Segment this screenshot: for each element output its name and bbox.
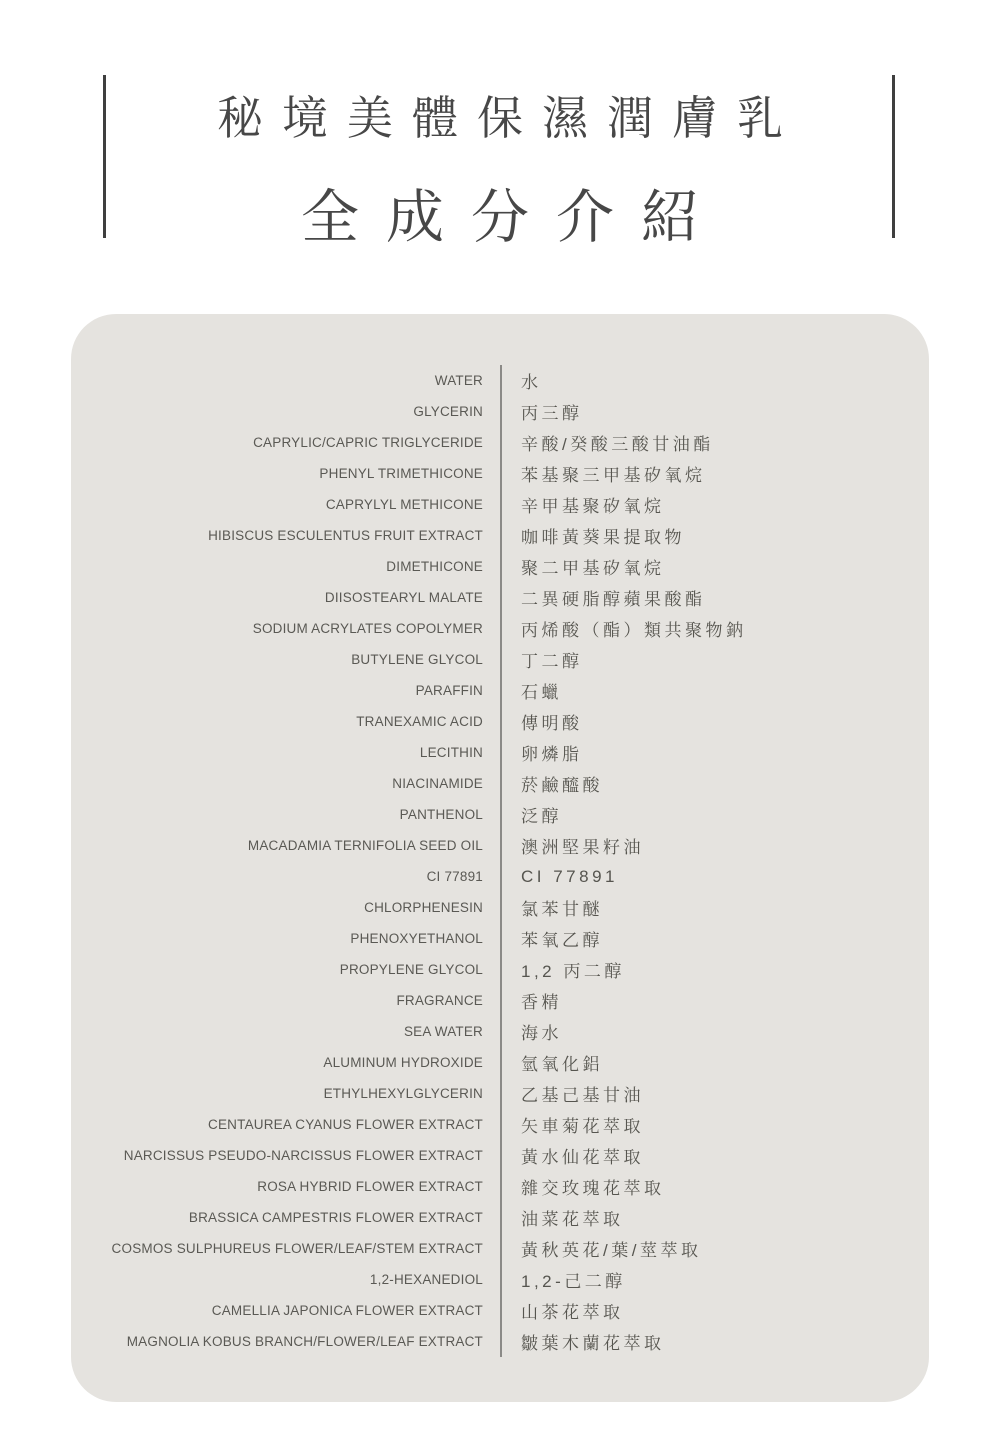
ingredient-name-en: MACADAMIA TERNIFOLIA SEED OIL <box>247 838 483 853</box>
ingredient-name-en: CAPRYLIC/CAPRIC TRIGLYCERIDE <box>253 435 483 450</box>
ingredient-name-en: CAPRYLYL METHICONE <box>325 497 483 512</box>
ingredient-row <box>71 613 929 644</box>
ingredient-row <box>71 1140 929 1171</box>
ingredient-row <box>71 768 929 799</box>
ingredient-row <box>71 582 929 613</box>
ingredient-row <box>71 1016 929 1047</box>
ingredient-name-en: FRAGRANCE <box>396 993 483 1008</box>
ingredient-list <box>71 365 929 1357</box>
ingredient-name-zh: 香精 <box>500 985 929 1016</box>
ingredient-row <box>71 1171 929 1202</box>
ingredient-name-en: LECITHIN <box>419 745 483 760</box>
ingredient-row <box>71 1109 929 1140</box>
ingredient-row <box>71 985 929 1016</box>
ingredient-row <box>71 706 929 737</box>
ingredient-row <box>71 644 929 675</box>
ingredient-name-zh: 皺葉木蘭花萃取 <box>500 1326 929 1357</box>
ingredient-name-en: MAGNOLIA KOBUS BRANCH/FLOWER/LEAF EXTRACT <box>126 1334 483 1349</box>
ingredient-row <box>71 489 929 520</box>
ingredient-name-en: NIACINAMIDE <box>392 776 483 791</box>
ingredient-row <box>71 954 929 985</box>
ingredient-name-zh: 澳洲堅果籽油 <box>500 830 929 861</box>
ingredient-name-en: CENTAUREA CYANUS FLOWER EXTRACT <box>208 1117 483 1132</box>
ingredient-name-en: CAMELLIA JAPONICA FLOWER EXTRACT <box>211 1303 483 1318</box>
ingredient-row <box>71 365 929 396</box>
ingredient-row <box>71 1202 929 1233</box>
ingredient-row <box>71 520 929 551</box>
ingredient-name-zh: 卵燐脂 <box>500 737 929 768</box>
ingredient-row <box>71 830 929 861</box>
ingredient-name-zh: 氯苯甘醚 <box>500 892 929 923</box>
ingredient-name-zh: CI 77891 <box>500 861 929 892</box>
ingredient-panel <box>71 314 929 1402</box>
ingredient-row <box>71 1078 929 1109</box>
ingredient-name-en: SODIUM ACRYLATES COPOLYMER <box>252 621 483 636</box>
ingredient-name-zh: 海水 <box>500 1016 929 1047</box>
ingredient-row <box>71 1047 929 1078</box>
ingredient-row <box>71 1264 929 1295</box>
ingredient-row <box>71 396 929 427</box>
ingredient-name-zh: 矢車菊花萃取 <box>500 1109 929 1140</box>
ingredient-name-en: DIMETHICONE <box>386 559 483 574</box>
ingredient-name-zh: 黃水仙花萃取 <box>500 1140 929 1171</box>
ingredient-name-zh: 乙基己基甘油 <box>500 1078 929 1109</box>
ingredient-name-en: DIISOSTEARYL MALATE <box>324 590 483 605</box>
ingredient-name-zh: 丙三醇 <box>500 396 929 427</box>
ingredient-name-en: CI 77891 <box>426 869 483 884</box>
ingredient-name-en: BUTYLENE GLYCOL <box>351 652 483 667</box>
ingredient-row <box>71 1326 929 1357</box>
ingredient-row <box>71 458 929 489</box>
ingredient-name-zh: 傳明酸 <box>500 706 929 737</box>
ingredient-name-zh: 氫氧化鋁 <box>500 1047 929 1078</box>
ingredient-name-en: TRANEXAMIC ACID <box>356 714 483 729</box>
ingredient-name-zh: 辛酸/癸酸三酸甘油酯 <box>500 427 929 458</box>
ingredient-name-en: COSMOS SULPHUREUS FLOWER/LEAF/STEM EXTRACT <box>111 1241 483 1256</box>
ingredient-name-en: 1,2-HEXANEDIOL <box>369 1272 483 1287</box>
ingredient-name-en: NARCISSUS PSEUDO-NARCISSUS FLOWER EXTRACT <box>123 1148 483 1163</box>
ingredient-row <box>71 861 929 892</box>
ingredient-row <box>71 427 929 458</box>
ingredient-name-zh: 丁二醇 <box>500 644 929 675</box>
ingredient-name-zh: 二異硬脂醇蘋果酸酯 <box>500 582 929 613</box>
header <box>0 0 1000 280</box>
ingredient-name-zh: 辛甲基聚矽氧烷 <box>500 489 929 520</box>
ingredient-name-en: ALUMINUM HYDROXIDE <box>323 1055 483 1070</box>
page-title: 全成分介紹 <box>300 185 726 250</box>
ingredient-name-en: SEA WATER <box>403 1024 483 1039</box>
ingredient-name-en: ETHYLHEXYLGLYCERIN <box>323 1086 483 1101</box>
ingredient-name-en: GLYCERIN <box>413 404 483 419</box>
ingredient-row <box>71 1233 929 1264</box>
ingredient-name-zh: 油菜花萃取 <box>500 1202 929 1233</box>
ingredient-row <box>71 1295 929 1326</box>
ingredient-name-en: PANTHENOL <box>399 807 483 822</box>
ingredient-name-en: HIBISCUS ESCULENTUS FRUIT EXTRACT <box>208 528 483 543</box>
ingredient-name-zh: 菸鹼醯酸 <box>500 768 929 799</box>
ingredient-name-zh: 山茶花萃取 <box>500 1295 929 1326</box>
ingredient-name-en: CHLORPHENESIN <box>364 900 483 915</box>
ingredient-row <box>71 551 929 582</box>
ingredient-name-zh: 雜交玫瑰花萃取 <box>500 1171 929 1202</box>
ingredient-name-en: WATER <box>434 373 483 388</box>
product-title: 秘境美體保濕潤膚乳 <box>217 92 802 144</box>
ingredient-name-zh: 聚二甲基矽氧烷 <box>500 551 929 582</box>
ingredient-name-zh: 黃秋英花/葉/莖萃取 <box>500 1233 929 1264</box>
ingredient-name-zh: 泛醇 <box>500 799 929 830</box>
ingredient-name-zh: 1,2 丙二醇 <box>500 954 929 985</box>
ingredient-row <box>71 923 929 954</box>
ingredient-name-en: PHENOXYETHANOL <box>350 931 483 946</box>
ingredient-row <box>71 799 929 830</box>
ingredient-name-zh: 苯氧乙醇 <box>500 923 929 954</box>
ingredient-name-en: PARAFFIN <box>415 683 483 698</box>
ingredient-name-zh: 苯基聚三甲基矽氧烷 <box>500 458 929 489</box>
ingredient-name-zh: 咖啡黃葵果提取物 <box>500 520 929 551</box>
ingredient-row <box>71 737 929 768</box>
ingredient-row <box>71 892 929 923</box>
ingredient-name-zh: 石蠟 <box>500 675 929 706</box>
ingredient-name-zh: 丙烯酸（酯）類共聚物鈉 <box>500 613 929 644</box>
ingredient-name-en: BRASSICA CAMPESTRIS FLOWER EXTRACT <box>188 1210 483 1225</box>
ingredient-row <box>71 675 929 706</box>
ingredient-name-zh: 1,2-己二醇 <box>500 1264 929 1295</box>
ingredient-name-en: ROSA HYBRID FLOWER EXTRACT <box>257 1179 483 1194</box>
ingredient-name-en: PHENYL TRIMETHICONE <box>319 466 483 481</box>
ingredient-name-zh: 水 <box>500 365 929 396</box>
ingredient-name-en: PROPYLENE GLYCOL <box>339 962 483 977</box>
